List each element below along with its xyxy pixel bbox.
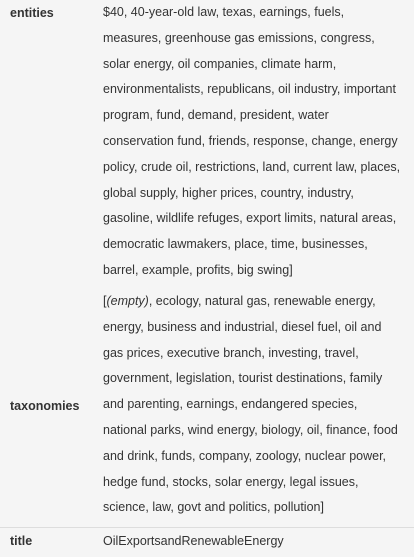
title-value: OilExportsandRenewableEnergy	[103, 534, 284, 548]
taxonomies-row	[0, 289, 414, 526]
taxonomies-list: , ecology, natural gas, renewable energy, energy, business and industrial, diesel fuel, oil and gas prices, executive branch, investing, travel, government, legislation, tourist destinations, family and parenting, earnings, endangered species, national parks, wind energy, biology, oil, finance, food and drink, funds, company, zoology, nuclear power, hedge fund, stocks, solar energy, legal issues, science, law, govt and politics, pollution]	[103, 294, 398, 515]
entities-key: entities	[10, 6, 54, 20]
title-key: title	[10, 534, 33, 548]
taxonomies-value	[103, 289, 403, 521]
title-row	[0, 528, 414, 554]
taxonomies-empty-marker: (empty)	[106, 294, 149, 308]
taxonomies-open-bracket: [	[103, 294, 107, 308]
taxonomies-key: taxonomies	[10, 399, 80, 413]
entities-value: $40, 40-year-old law, texas, earnings, fuels, measures, greenhouse gas emissions, congress, solar energy, oil companies, climate harm, environmentalists, republicans, oil industry, important program, fund, demand, president, water conservation fund, friends, response, change, energy policy, crude oil, restrictions, land, current law, places, global supply, higher prices, country, industry, gasoline, wildlife refuges, export limits, natural areas, democratic lawmakers, place, time, businesses, barrel, example, profits, big swing]	[103, 5, 401, 277]
